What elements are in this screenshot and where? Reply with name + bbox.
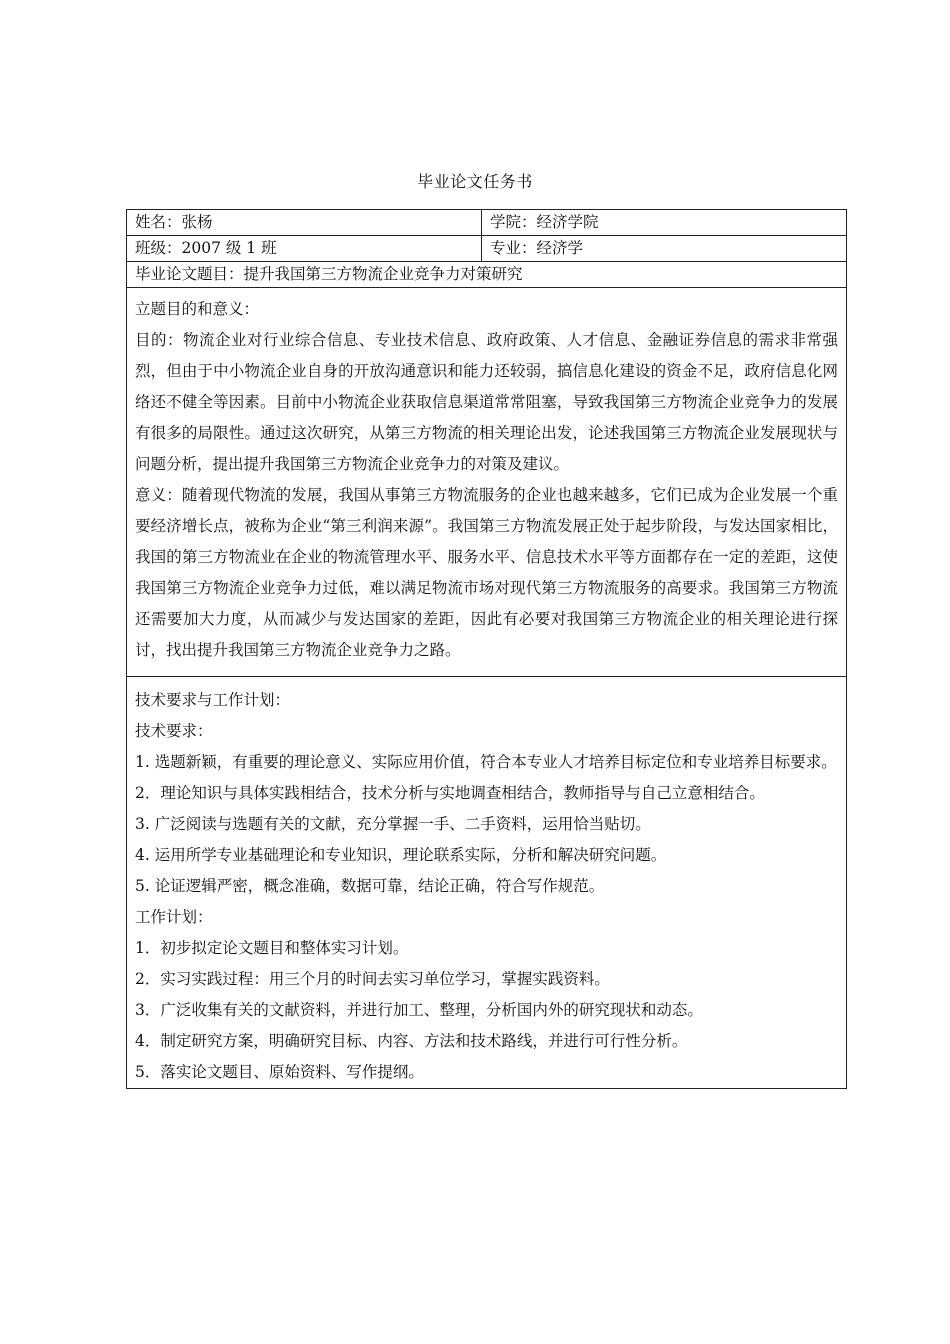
info-row-class-major (127, 236, 847, 262)
purpose-heading: 立题目的和意义： (135, 300, 260, 318)
plan-heading: 技术要求与工作计划： (135, 691, 291, 709)
tech-item: 1. 选题新颖，有重要的理论意义、实际应用价值，符合本专业人才培养目标定位和专业培养目标要求。 (135, 753, 837, 771)
student-name-cell: 姓名：张杨 (127, 210, 482, 236)
info-row-name-college (127, 210, 847, 236)
tech-item: 5. 论证逻辑严密，概念准确，数据可靠，结论正确，符合写作规范。 (135, 877, 605, 895)
major-cell: 专业：经济学 (482, 236, 847, 262)
purpose-cell (127, 288, 847, 677)
tech-item: 2．理论知识与具体实践相结合，技术分析与实地调查相结合，教师指导与自己立意相结合。 (135, 784, 765, 802)
tech-requirements-heading: 技术要求： (135, 722, 213, 740)
plan-row (127, 677, 847, 1089)
work-item: 2．实习实践过程：用三个月的时间去实习单位学习，掌握实践资料。 (135, 970, 610, 988)
purpose-row (127, 288, 847, 677)
work-plan-heading: 工作计划： (135, 908, 213, 926)
tech-item: 4. 运用所学专业基础理论和专业知识，理论联系实际，分析和解决研究问题。 (135, 846, 667, 864)
work-item: 5．落实论文题目、原始资料、写作提纲。 (135, 1063, 424, 1081)
work-item: 3．广泛收集有关的文献资料，并进行加工、整理，分析国内外的研究现状和动态。 (135, 1001, 703, 1019)
significance-paragraph: 意义：随着现代物流的发展，我国从事第三方物流服务的企业也越来越多，它们已成为企业发展一个重要经济增长点，被称为企业“第三利润来源”。我国第三方物流发展正处于起步阶段，与发达国家相比，我国的第三方物流业在企业的物流管理水平、服务水平、信息技术水平等方面都存在一定的差距，这使我国第三方物流企业竞争力过低，难以满足物流市场对现代第三方物流服务的高要求。我国第三方物流还需要加大力度，从而减少与发达国家的差距，因此有必要对我国第三方物流企业的相关理论进行探讨，找出提升我国第三方物流企业竞争力之路。 (135, 486, 838, 659)
college-cell: 学院：经济学院 (482, 210, 847, 236)
task-form-table (126, 209, 847, 1089)
purpose-paragraph: 目的：物流企业对行业综合信息、专业技术信息、政府政策、人才信息、金融证券信息的需求非常强烈，但由于中小物流企业自身的开放沟通意识和能力还较弱，搞信息化建设的资金不足，政府信息化网络还不健全等因素。目前中小物流企业获取信息渠道常常阻塞，导致我国第三方物流企业竞争力的发展有很多的局限性。通过这次研究，从第三方物流的相关理论出发，论述我国第三方物流企业发展现状与问题分析，提出提升我国第三方物流企业竞争力的对策及建议。 (135, 331, 838, 473)
work-item: 1．初步拟定论文题目和整体实习计划。 (135, 939, 409, 957)
work-item: 4．制定研究方案，明确研究目标、内容、方法和技术路线，并进行可行性分析。 (135, 1032, 688, 1050)
thesis-title-cell: 毕业论文题目：提升我国第三方物流企业竞争力对策研究 (127, 262, 847, 288)
thesis-title-row (127, 262, 847, 288)
plan-cell (127, 677, 847, 1089)
class-cell: 班级：2007 级 1 班 (127, 236, 482, 262)
document-title: 毕业论文任务书 (417, 172, 533, 191)
tech-item: 3. 广泛阅读与选题有关的文献，充分掌握一手、二手资料，运用恰当贴切。 (135, 815, 651, 833)
